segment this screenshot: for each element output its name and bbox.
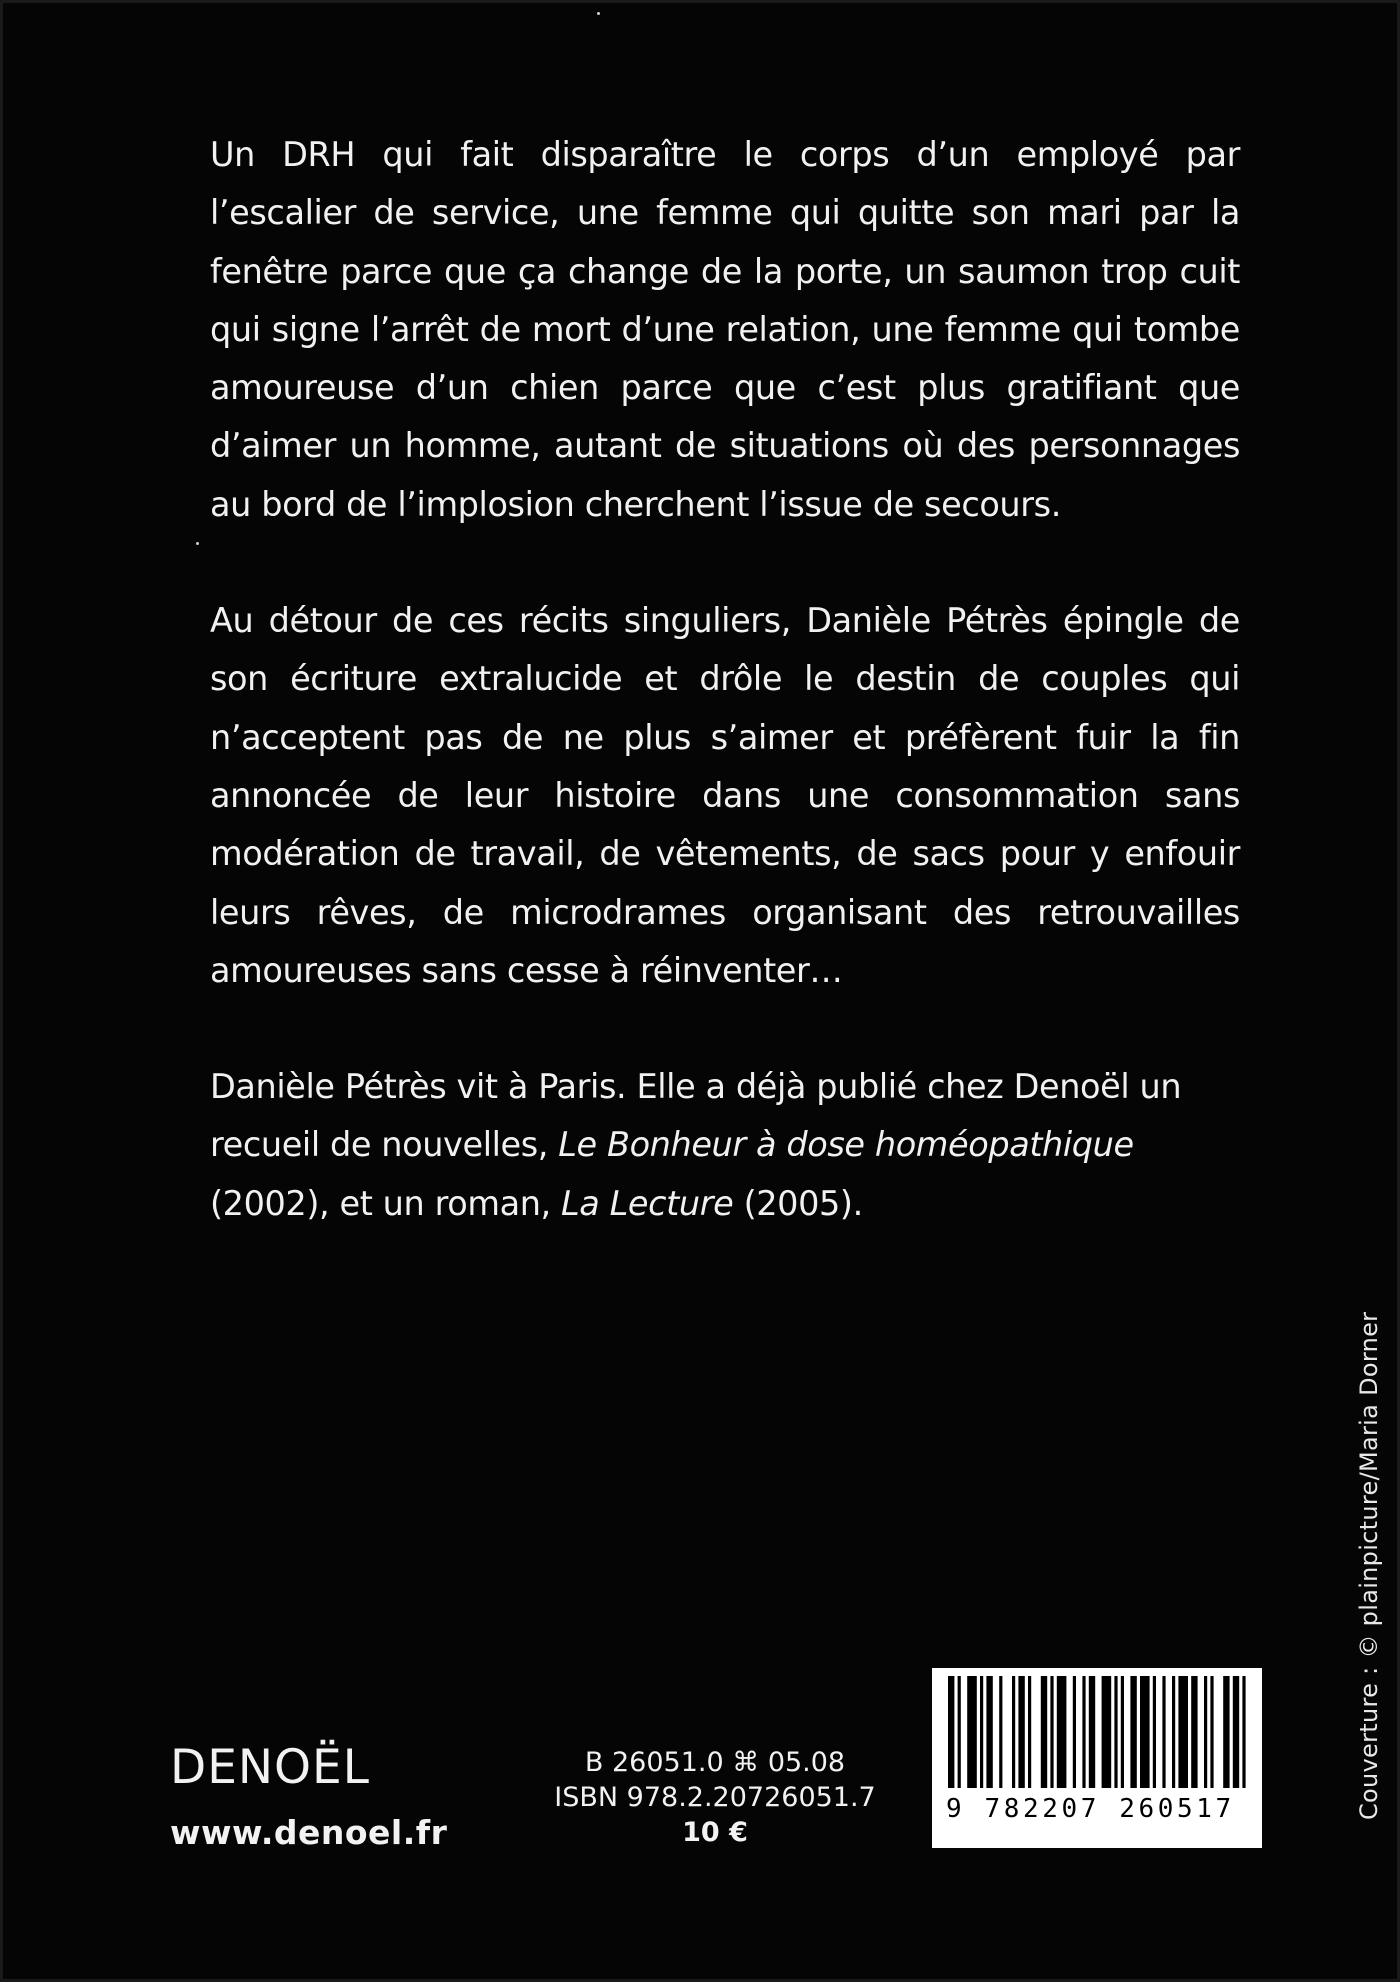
barcode-bar: [1012, 1676, 1015, 1788]
blurb-paragraph-1: Un DRH qui fait disparaître le corps d’un employé par l’escalier de service, une femme qui quitte son mari par la fenêtre parce que ça change de la porte, un saumon trop cuit qui signe l’arrêt de mort d’une relation, une femme qui tombe amoureuse d’un chien parce que c’est plus gratifiant que d’aimer un homme, autant de situations où des personnages au bord de l’implosion cherchent l’issue de secours.: [210, 135, 1240, 524]
barcode-bar: [1191, 1676, 1197, 1788]
barcode-bar: [1178, 1676, 1188, 1788]
barcode-bar: [1082, 1676, 1085, 1788]
product-codes: [540, 1745, 890, 1850]
barcode-bar: [1041, 1676, 1047, 1788]
dust-speck: [597, 12, 600, 15]
author-bio: [210, 1058, 1240, 1233]
barcode-digits: 9 782207 260517: [946, 1794, 1235, 1824]
barcode-bar: [1233, 1676, 1239, 1788]
price-line: 10 €: [682, 1817, 748, 1848]
barcode-bar: [1073, 1676, 1076, 1788]
book-title-1: Le Bonheur à dose homéopathique: [558, 1125, 1134, 1165]
barcode-bars: [944, 1676, 1250, 1794]
barcode-bar: [1172, 1676, 1175, 1788]
cover-credit: Couverture : © plainpicture/Maria Dorner: [1355, 1311, 1383, 1820]
author-bio-text-2: (2002), et un roman,: [210, 1183, 562, 1223]
barcode-bar: [1114, 1676, 1117, 1788]
dust-speck: [196, 542, 199, 545]
book-title-2: La Lecture: [561, 1183, 734, 1223]
barcode-bar: [1121, 1676, 1124, 1788]
barcode-bar: [1210, 1676, 1213, 1788]
barcode-bar: [1162, 1676, 1165, 1788]
publisher-logo: DENOËL: [170, 1740, 370, 1795]
barcode-bar: [1140, 1676, 1150, 1788]
dust-speck: [723, 499, 726, 502]
barcode-bar: [1242, 1676, 1245, 1788]
publisher-website[interactable]: www.denoel.fr: [170, 1813, 448, 1852]
barcode-bar: [1153, 1676, 1156, 1788]
author-bio-text-1: Danièle Pétrès vit à Paris. Elle a déjà publié chez Denoël un recueil de nouvelles,: [210, 1067, 1182, 1165]
barcode-bar: [958, 1676, 961, 1788]
barcode-bar: [948, 1676, 954, 1788]
barcode-bar: [1018, 1676, 1024, 1788]
barcode-bar: [1050, 1676, 1053, 1788]
barcode-bar: [999, 1676, 1002, 1788]
barcode-bar: [1102, 1676, 1112, 1788]
blurb-text: [210, 126, 1240, 1233]
barcode-bar: [1204, 1676, 1207, 1788]
barcode-bar: [986, 1676, 992, 1788]
blurb-paragraph-2: Au détour de ces récits singuliers, Danièle Pétrès épingle de son écriture extralucide et drôle le destin de couples qui n’acceptent pas de ne plus s’aimer et préfèrent fuir la fin annoncée de leur histoire dans une consommation sans modération de travail, de vêtements, de sacs pour y enfouir leurs rêves, de microdrames organisant des retrouvailles amoureuses sans cesse à réinventer…: [210, 601, 1240, 990]
isbn-line: ISBN 978.2.20726051.7: [554, 1782, 876, 1813]
barcode-bar: [1223, 1676, 1229, 1788]
barcode-bar: [1089, 1676, 1095, 1788]
barcode: [932, 1668, 1262, 1848]
barcode-bar: [1028, 1676, 1031, 1788]
author-bio-text-3: (2005).: [733, 1183, 863, 1223]
product-code-line: B 26051.0 ⌘ 05.08: [584, 1747, 846, 1778]
barcode-bar: [980, 1676, 983, 1788]
barcode-bar: [1057, 1676, 1067, 1788]
barcode-bar: [967, 1676, 977, 1788]
barcode-bar: [1130, 1676, 1136, 1788]
